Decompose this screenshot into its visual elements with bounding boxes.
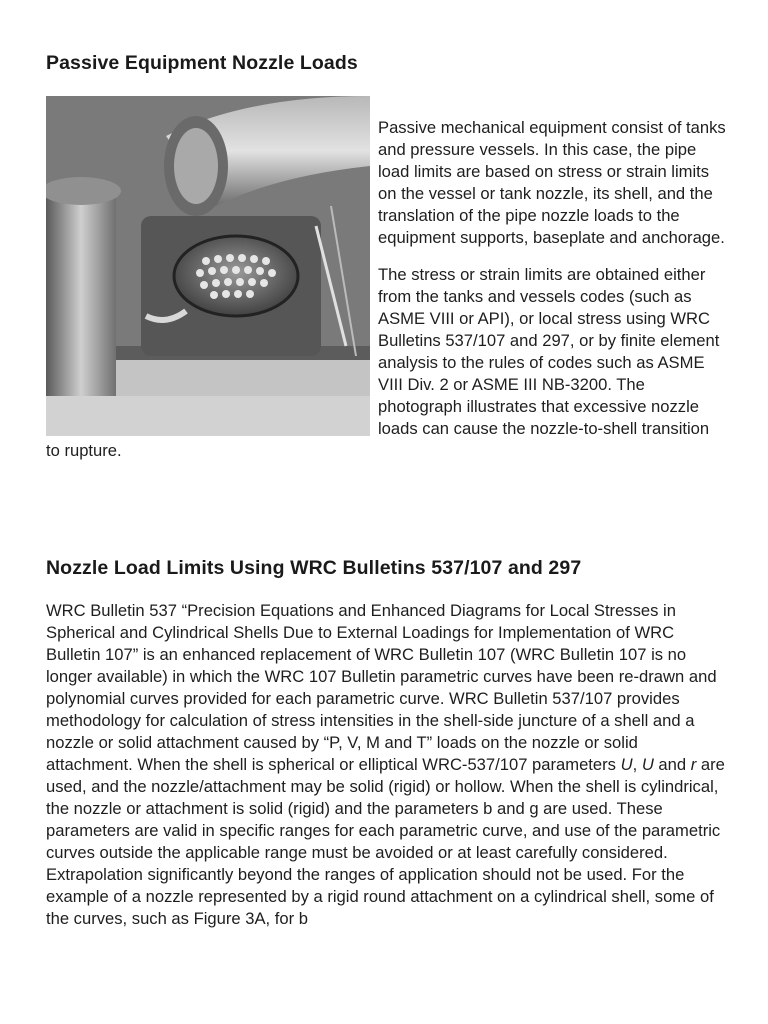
parameter-u-second: U [641,755,654,774]
separator-comma: , [632,755,642,774]
paragraph-text-part1: WRC Bulletin 537 “Precision Equations and Enhanced Diagrams for Local Stresses in Spherical and Cylindrical Shells Due to External Loadings for Implementation of WRC Bulletin 107” is an enhanced replacement of WRC Bulletin 107 (WRC Bulletin 107 is no longer available) in which the WRC 107 Bulletin parametric curves have been re-drawn and polynomial curves provided for each parametric curve. WRC Bulletin 537/107 provides methodology for calculation of stress intensities in the shell-side juncture of a shell and a nozzle or solid attachment caused by “P, V, M and T” loads on the nozzle or solid attachment. When the shell is spherical or elliptical WRC-537/107 parameters [46,601,717,774]
parameter-r: r [690,755,697,774]
paragraph-stress-limits: The stress or strain limits are obtained either from the tanks and vessels codes (such as ASME VIII or API), or local stress using WRC Bulletins 537/107 and 297, or by finite element analysis to the rules of codes such as ASME VIII Div. 2 or ASME III NB-3200. The photograph illustrates that excessive nozzle loads can cause the nozzle-to-shell transition to rupture. [46,265,720,460]
paragraph-text-part2: are used, and the nozzle/attachment may be solid (rigid) or hollow. When the shell is cylindrical, the nozzle or attachment is solid (rigid) and the parameters b and g are used. These parameters are valid in specific ranges for each parametric curve, and use of the parametric curves outside the applicable range must be avoided or at least carefully considered. Extrapolation significantly beyond the ranges of application should not be used. For the example of a nozzle represented by a rigid round attachment on a cylindrical shell, some of the curves, such as Figure 3A, for b [46,755,725,928]
section-title-passive-equipment: Passive Equipment Nozzle Loads [46,52,358,74]
parameter-u-first: U [620,755,633,774]
paragraph-passive-equipment: Passive mechanical equipment consist of tanks and pressure vessels. In this case, the pipe load limits are based on stress or strain limits on the vessel or tank nozzle, its shell, and the translation of the pipe nozzle loads to the equipment supports, baseplate and anchorage. [378,118,726,247]
paragraph-wrc-bulletin [46,600,726,930]
separator-and: and [653,755,691,774]
section-nozzle-load-limits [46,600,726,930]
section-passive-equipment [46,96,726,477]
nozzle-rupture-photo [46,96,370,436]
section-title-nozzle-load-limits: Nozzle Load Limits Using WRC Bulletins 537/107 and 297 [46,557,582,579]
